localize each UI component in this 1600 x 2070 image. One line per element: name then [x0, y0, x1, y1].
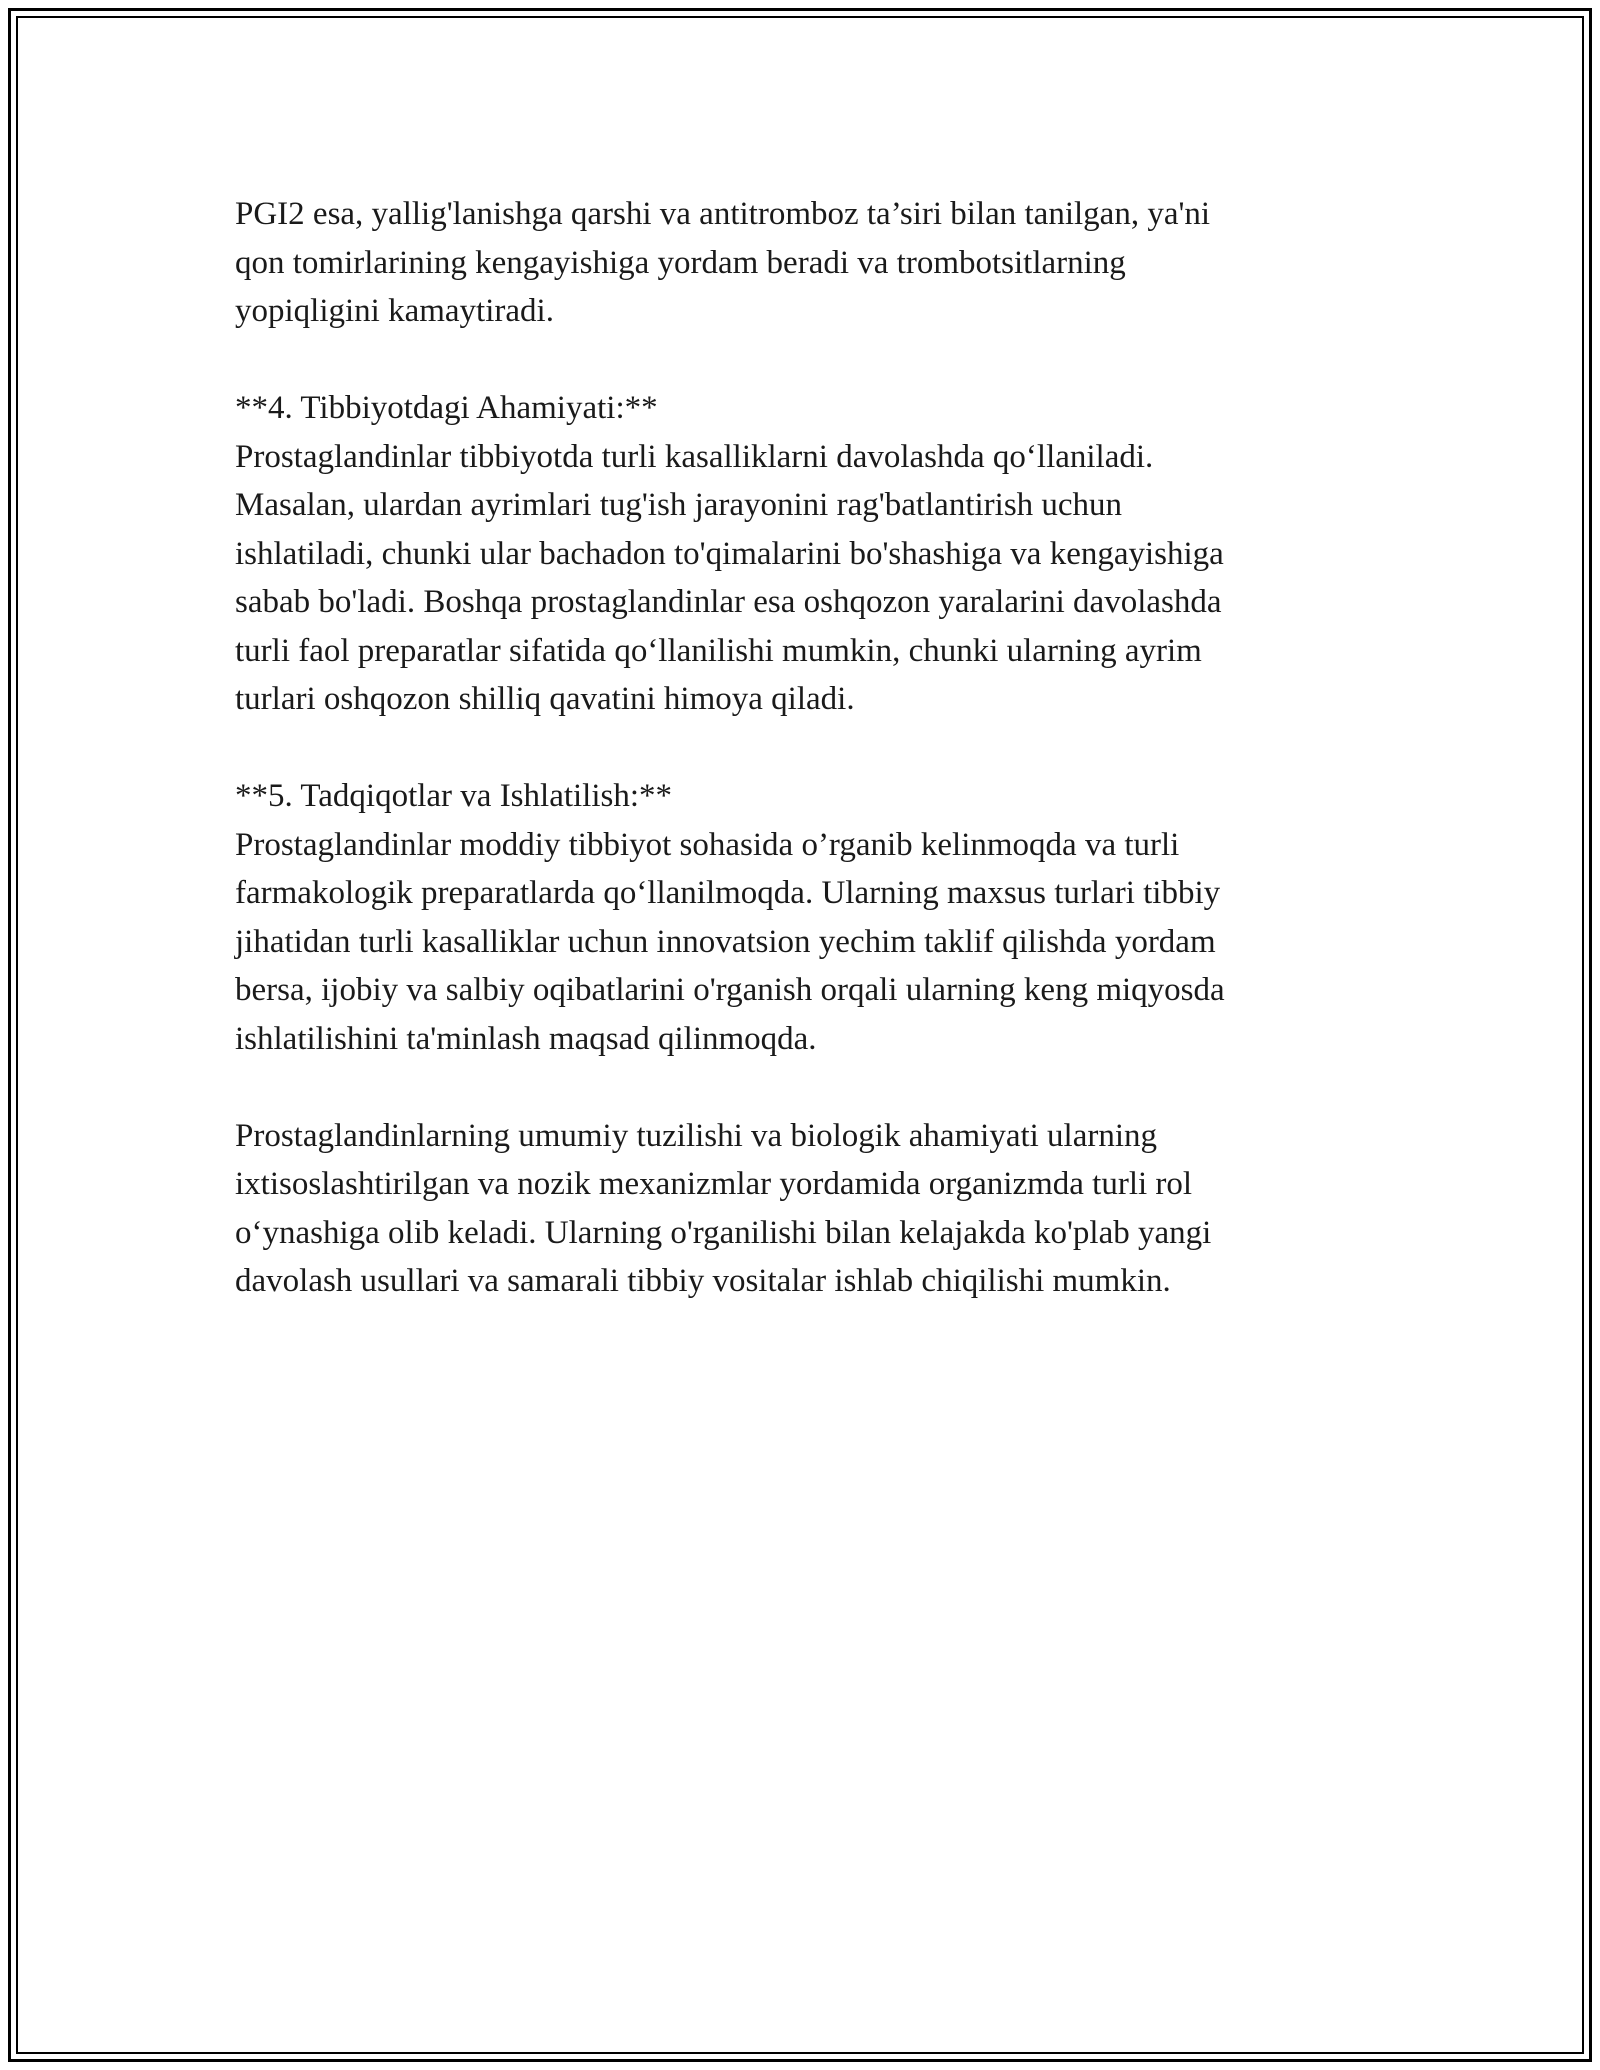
text-line: farmakologik preparatlarda qo‘llanilmoqda. Ularning maxsus turlari tibbiy: [235, 875, 1221, 911]
text-line: Prostaglandinlar moddiy tibbiyot sohasida o’rganib kelinmoqda va turli: [235, 826, 1180, 863]
text-line: Prostaglandinlar tibbiyotda turli kasalliklarni davolashda qo‘llaniladi.: [235, 438, 1154, 475]
document-body: [235, 190, 1365, 1354]
section-heading: **5. Tadqiqotlar va Ishlatilish:**: [235, 778, 673, 814]
text-line: Prostaglandinlarning umumiy tuzilishi va biologik ahamiyati ularning: [235, 1117, 1158, 1154]
text-line: ishlatilishini ta'minlash maqsad qilinmoqda.: [235, 1020, 817, 1057]
paragraph-research-usage: [235, 772, 1365, 1063]
text-line: qon tomirlarining kengayishiga yordam beradi va trombotsitlarning: [235, 244, 1126, 281]
text-line: yopiqligini kamaytiradi.: [235, 293, 554, 329]
text-line: o‘ynashiga olib keladi. Ularning o'rganilishi bilan kelajakda ko'plab yangi: [235, 1214, 1212, 1251]
paragraph-conclusion: [235, 1112, 1365, 1306]
section-heading: **4. Tibbiyotdagi Ahamiyati:**: [235, 390, 658, 426]
text-line: jihatidan turli kasalliklar uchun innovatsion yechim taklif qilishda yordam: [235, 923, 1216, 960]
text-line: ixtisoslashtirilgan va nozik mexanizmlar yordamida organizmda turli rol: [235, 1166, 1193, 1202]
paragraph-pgi2: [235, 190, 1365, 336]
text-line: PGI2 esa, yallig'lanishga qarshi va antitromboz ta’siri bilan tanilgan, ya'ni: [235, 196, 1211, 232]
text-line: turli faol preparatlar sifatida qo‘llanilishi mumkin, chunki ularning ayrim: [235, 632, 1202, 669]
text-line: Masalan, ulardan ayrimlari tug'ish jarayonini rag'batlantirish uchun: [235, 487, 1123, 523]
text-line: bersa, ijobiy va salbiy oqibatlarini o'rganish orqali ularning keng miqyosda: [235, 972, 1225, 1008]
text-line: turlari oshqozon shilliq qavatini himoya qiladi.: [235, 681, 855, 717]
text-line: sabab bo'ladi. Boshqa prostaglandinlar esa oshqozon yaralarini davolashda: [235, 584, 1222, 620]
text-line: ishlatiladi, chunki ular bachadon to'qimalarini bo'shashiga va kengayishiga: [235, 535, 1224, 572]
paragraph-medical-significance: [235, 384, 1365, 724]
text-line: davolash usullari va samarali tibbiy vositalar ishlab chiqilishi mumkin.: [235, 1263, 1171, 1299]
